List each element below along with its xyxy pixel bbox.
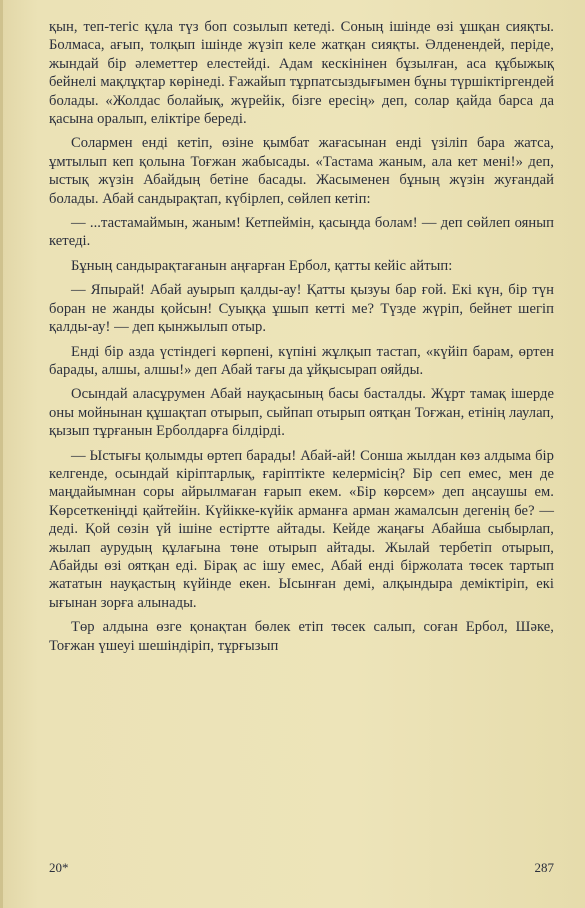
paragraph-1: қын, теп-тегіс құла түз боп созылып кетеді. Соның ішінде өзі ұшқан сияқты. Болмаса, ағып, толқып ішінде жүзіп келе жатқан сияқты. Әлденендей, періде, жындай бір әлеметтер елестейді. Адам кескінінен бұзылған, аса құбыжық бейнелі мақлұқтар көрінеді. Ғажайып тұрпатсыздығымен бұны түршіктіргендей болады. «Жолдас болайық, жүрейік, бізге ересің» деп, солар қайда барса да қасына оралып, еліктіре береді. bbox=[49, 19, 554, 128]
paragraph-5: — Япырай! Абай ауырып қалды-ау! Қатты қызуы бар ғой. Екі күн, бір түн боран не жанды қойсын! Суыққа ұшып кетті ме? Түзде жүріп, бейнет шегіп қалды-ау! — деп қынжылып отыр. bbox=[49, 282, 554, 336]
page-footer bbox=[49, 860, 554, 876]
paragraph-8: — Ыстығы қолымды өртеп барады! Абай-ай! Сонша жылдан көз алдыма бір келгенде, осындай кіріптарлық, ғаріптікте келермісің? Бір сеп емес, мен де маңдайымнан соры айрылмаған ғарып екем. «Бір көрсем» деп аңсаушы ем. Көрсеткеніңді қайтейін. Күйікке-күйік арманға арман жамалсын дегенің бе? — деді. Қой сөзін үй ішіне естіртте айтады. Кейде жаңағы Абайша сыбырлап, жылап аурудың құлағына төне отырып айтады. Жылай тербетіп отырып, Абайды өзі оятқан еді. Бірақ ас ішу емес, Абай енді біржолата төсек тартып жататын науқастың күйінде екен. Ысынған демі, алқындыра деміктіріп, екі ығынан зорға алынады. bbox=[49, 447, 554, 611]
paragraph-2: Солармен енді кетіп, өзіне қымбат жағасынан енді үзіліп бара жатса, ұмтылып кеп қолына Тоғжан жабысады. «Тастама жаным, ала кет мені!» деп, ыстық жүзін Абайдың бетіне басады. Жасыменен бұның жүзін жуғандай болады. Абай сандырақтап, күбірлеп, сөйлеп кетіп: bbox=[49, 135, 554, 207]
page-body bbox=[49, 18, 554, 661]
paragraph-4: Бұның сандырақтағанын аңғарған Ербол, қатты кейіс айтып: bbox=[71, 257, 453, 274]
paragraph-7: Осындай аласұрумен Абай науқасының басы басталды. Жұрт тамақ ішерде оны мойнынан құшақтап отырып, сыйпап отырып оятқан Тоғжан, етінің лаулап, қызып тұрғанын Ерболдарға білдірді. bbox=[49, 386, 554, 440]
paragraph-3: — ...тастамаймын, жаным! Кетпеймін, қасыңда болам! — деп сөйлеп оянып кетеді. bbox=[49, 215, 554, 250]
paragraph-6: Енді бір азда үстіндегі көрпені, күпіні жұлқып тастап, «күйіп барам, өртен барады, алшы, алшы!» деп Абай тағы да ұйқысырап ояйды. bbox=[49, 343, 554, 378]
signature-mark: 20* bbox=[49, 860, 69, 875]
page-number: 287 bbox=[534, 860, 554, 875]
paragraph-9: Төр алдына өзге қонақтан бөлек етіп төсек салып, соған Ербол, Шәке, Тоғжан үшеуі шешіндіріп, тұрғызып bbox=[49, 619, 554, 654]
